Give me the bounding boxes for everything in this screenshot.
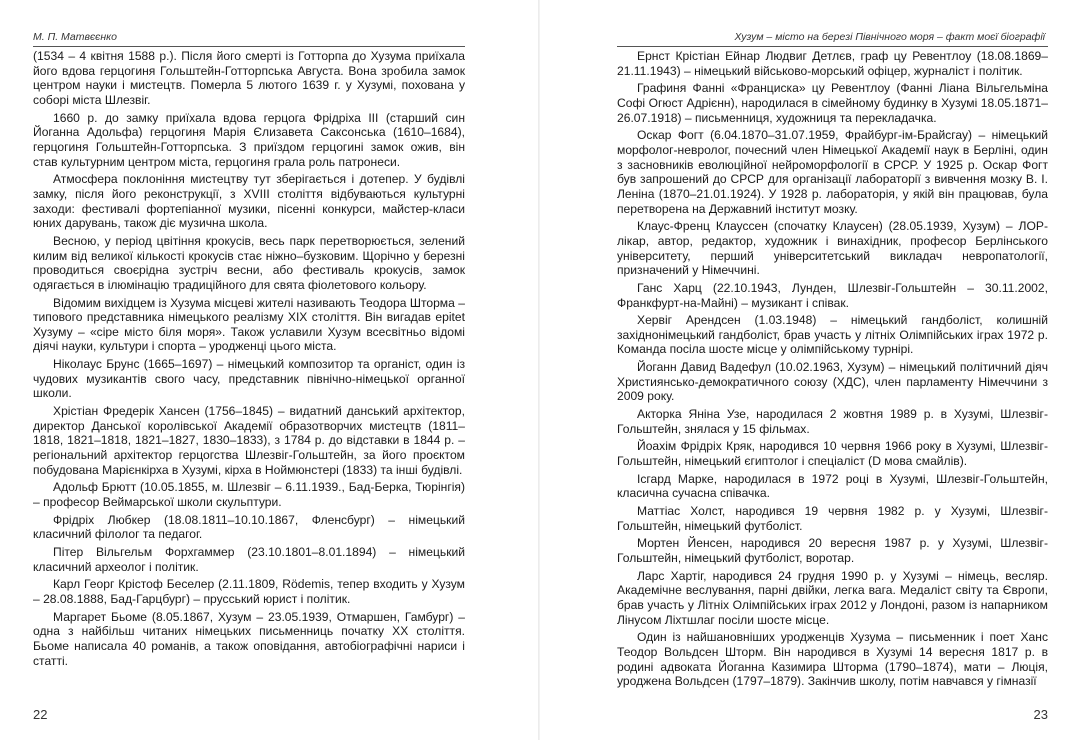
paragraph: Відомим вихідцем із Хузума місцеві жителі називають Теодора Шторма – типового представника німецького реалізму XIX століття. Він вигадав epitet Хузуму – «сіре місто біля моря». Також уславили Хузум всесвітньо відомі діячі науки, культури і спорта – уродженці цього міста. — [33, 295, 465, 354]
right-body-text — [617, 49, 1048, 692]
paragraph: Йоахім Фрідріх Кряк, народився 10 червня 1966 року в Хузумі, Шлезвіг-Гольштейн, німецький єгиптолог і спеціаліст (D мова смайлів). — [617, 439, 1048, 469]
paragraph: Ніколаус Брунс (1665–1697) – німецький композитор та органіст, один із чудових музикантів свого часу, представник північно-німецької органної школи. — [33, 357, 465, 401]
paragraph: Графиня Фанні «Франциска» цу Ревентлоу (Фанні Ліана Вільгельміна Софі Огюст Адрієнн), народилася в сімейному будинку в Хузумі 18.05.1871–26.07.1918) – письменниця, художниця та перекладачка. — [617, 81, 1048, 125]
paragraph: Маргарет Бьоме (8.05.1867, Хузум – 23.05.1939, Отмаршен, Гамбург) – одна з найбільш читаних німецьких письменниць початку XX століття. Бьоме написала 40 романів, а також оповідання, автобіографічні нариси і статті. — [33, 609, 465, 668]
paragraph: Ларс Хартіг, народився 24 грудня 1990 р. у Хузумі – німець, весляр. Академічне веслування, парні двійки, легка вага. Медаліст світу та Європи, брав участь у Літніх Олімпійських іграх 2012 у Лондоні, разом із напарником Лінусом Ліхтшлаг посіли шосте місце. — [617, 568, 1048, 627]
paragraph: Йоганн Давид Вадефул (10.02.1963, Хузум) – німецький політичний діяч Християнсько-демократичного союзу (ХДС), член парламенту Німеччини з 2009 року. — [617, 360, 1048, 404]
right-header-rule — [617, 46, 1048, 47]
paragraph: (1534 – 4 квітня 1588 р.). Після його смерті із Готторпа до Хузума приїхала його вдова герцогиня Гольштейн-Готторпська Августа. Вона зробила замок центром науки і мистецтв. Померла 5 лютого 1639 г. у Хузумі, похована у соборі міста Шлезвіг. — [33, 49, 465, 107]
paragraph: Хрістіан Фредерік Хансен (1756–1845) – видатний данський архітектор, директор Данської королівської Академії образотворчих мистецтв (1811–1818, 1821–1818, 1821–1827, 1830–1833), з 1784 р. до відставки в 1844 р. – регіональний архітектор герцогства Шлезвіг-Гольштейн, за його проєктом побудована Марієнкірха в Хузумі, кірха в Ноймюнстері (1833) та інші будівлі. — [33, 404, 465, 477]
paragraph: Клаус-Френц Клауссен (спочатку Клаусен) (28.05.1939, Хузум) – ЛОР-лікар, автор, редактор, художник і винахідник, професор Берлінського університету, перший університетський викладач невропатології, призначений у Німеччині. — [617, 219, 1048, 278]
paragraph: Фрідріх Любкер (18.08.1811–10.10.1867, Фленсбург) – німецький класичний філолог та педагог. — [33, 512, 465, 542]
paragraph: Весною, у період цвітіння крокусів, весь парк перетворюється, зелений килим від великої кількості крокусів стає ніжно–бузковим. Щорічно у березні проводиться своєрідна зустріч весни, або фестиваль крокусів, замок одягається в ілюмінацію традиційного для свята фіолетового кольору. — [33, 233, 465, 292]
right-running-header: Хузум – місто на березі Північного моря – факт моєї біографії — [734, 31, 1045, 43]
paragraph: Пітер Вільгельм Форхгаммер (23.10.1801–8.01.1894) – німецький класичний археолог і політик. — [33, 545, 465, 574]
paragraph: Адольф Брютт (10.05.1855, м. Шлезвіг – 6.11.1939., Бад-Берка, Тюрінгія) – професор Веймарської школи скульптури. — [33, 480, 465, 510]
paragraph: Ернст Крістіан Ейнар Людвиг Детлєв, граф цу Ревентлоу (18.08.1869–21.11.1943) – німецький військово-морський офіцер, журналіст і політик. — [617, 49, 1048, 78]
left-page — [0, 0, 539, 740]
paragraph: Ганс Харц (22.10.1943, Лунден, Шлезвіг-Гольштейн – 30.11.2002, Франкфурт-на-Майні) – музикант і співак. — [617, 280, 1048, 310]
paragraph: Карл Георг Крістоф Беселер (2.11.1809, Rödemis, тепер входить у Хузум – 28.08.1888, Бад-Гарцбург) – прусський юрист і політик. — [33, 577, 465, 606]
paragraph: 1660 р. до замку приїхала вдова герцога Фрідріха III (старший син Йоганна Адольфа) герцогиня Марія Єлизавета Саксонська (1610–1684), герцогиня Гольштейн-Готторпська. З приїздом герцогині замок ожив, він став культурним центром міста, герцогиня грала роль патронеси. — [33, 110, 465, 169]
paragraph: Хервіг Арендсен (1.03.1948) – німецький гандболіст, колишній західнонімецький гандболіст, брав участь у літніх Олімпійських іграх 1972 р. Команда посіла шосте місце у олімпійському турнірі. — [617, 313, 1048, 357]
right-page-number: 23 — [1033, 707, 1048, 722]
paragraph: Маттіас Холст, народився 19 червня 1982 р. у Хузумі, Шлезвіг-Гольштейн, німецький футболіст. — [617, 504, 1048, 533]
paragraph: Оскар Фогт (6.04.1870–31.07.1959, Фрайбург-ім-Брайсгау) – німецький морфолог-невролог, почесний член Німецької Академії наук в Берліні, один з засновників еволюційної нейроморфології в СРСР. У 1925 р. Оскар Фогт був запрошений до СРСР для організації лабораторії з вивчення мозку В. І. Леніна (1870–21.01.1924). У 1928 р. лабораторія, у якій він працював, була перетворена на Державний інститут мозку. — [617, 128, 1048, 216]
paragraph: Ісгард Марке, народилася в 1972 році в Хузумі, Шлезвіг-Гольштейн, класична сучасна співачка. — [617, 471, 1048, 501]
left-page-number: 22 — [33, 707, 48, 722]
paragraph: Акторка Яніна Узе, народилася 2 жовтня 1989 р. в Хузумі, Шлезвіг-Гольштейн, знялася у 15 фільмах. — [617, 407, 1048, 436]
paragraph: Один із найшановніших уродженців Хузума – письменник і поет Ханс Теодор Вольдсен Шторм. Він народився в Хузумі 14 вересня 1817 р. в родині адвоката Йоганна Казимира Шторма (1790–1874), мати – Люція, уроджена Вольдсен (1797–1879). Закінчив школу, потім навчався у гімназії — [617, 630, 1048, 689]
right-page — [540, 0, 1079, 740]
paragraph: Мортен Йенсен, народився 20 вересня 1987 р. у Хузумі, Шлезвіг-Гольштейн, німецький футболіст, воротар. — [617, 536, 1048, 565]
left-header-rule — [33, 46, 465, 47]
paragraph: Атмосфера поклоніння мистецтву тут зберігається і дотепер. У будівлі замку, після його реконструкції, з XVIII століття відбуваються культурні заходи: фестивалі фортепіанної музики, пісенні конкурси, майстер-класи юних дарувань, також діє музична школа. — [33, 172, 465, 231]
left-running-header: М. П. Матвєєнко — [33, 31, 117, 43]
left-body-text — [33, 49, 465, 671]
